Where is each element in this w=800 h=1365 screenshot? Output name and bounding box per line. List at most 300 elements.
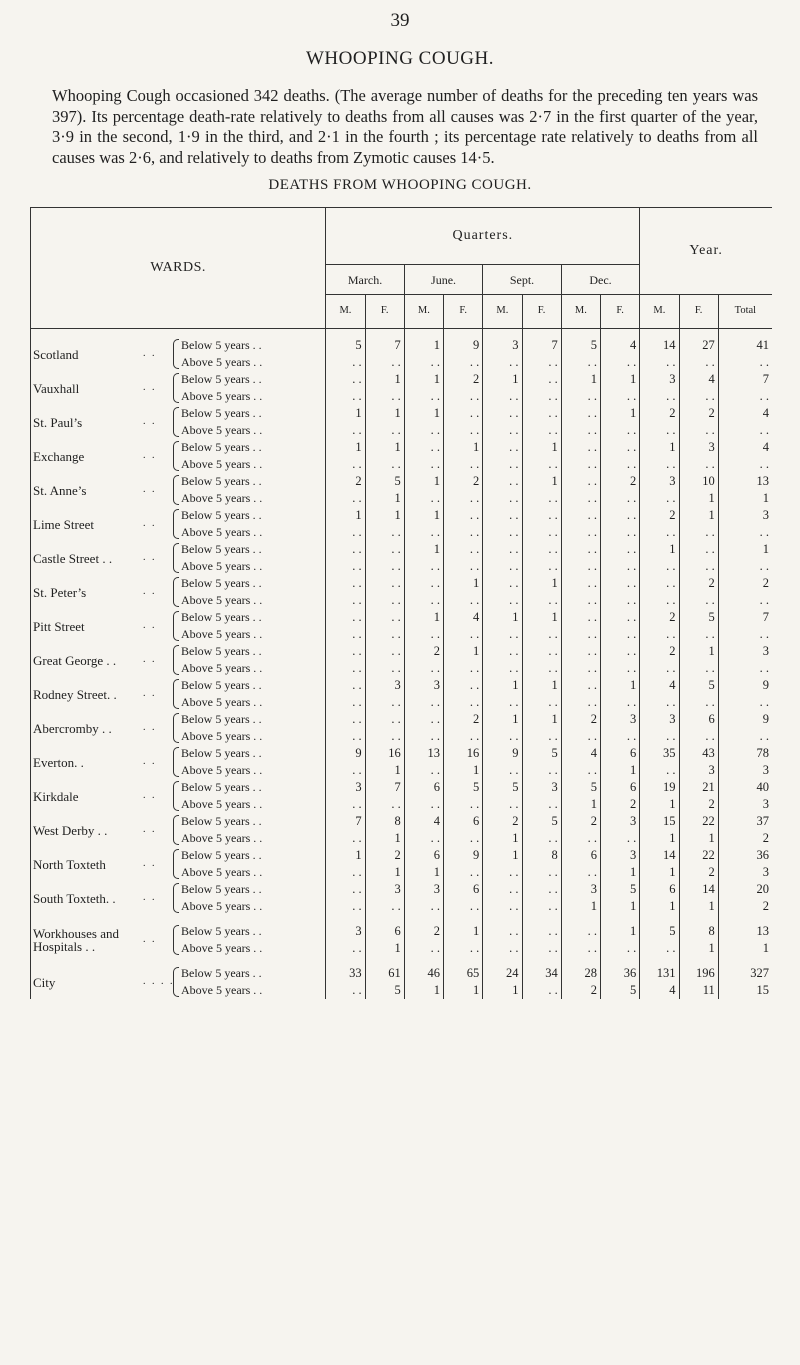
value-cell: . . [365, 609, 404, 626]
leader-dots: . . [143, 722, 157, 733]
value-cell: 327 [750, 966, 769, 981]
value-cell: 1 [600, 762, 639, 779]
value-cell: . . [444, 507, 483, 524]
value-cell: 1 [326, 847, 365, 864]
value-cell: 1 [600, 864, 639, 881]
value-cell: 14 [640, 337, 679, 354]
leader-dots: . . [143, 552, 157, 563]
value-cell: . . [326, 558, 365, 575]
age-label: Below 5 years . . [181, 814, 262, 828]
age-group-brace [171, 439, 262, 473]
value-cell: . . [365, 728, 404, 745]
value-cell: 2 [762, 899, 769, 914]
value-cell: . . [444, 558, 483, 575]
value-cell: . . [365, 354, 404, 371]
value-cell: 1 [404, 337, 443, 354]
value-cell: . . [404, 711, 443, 728]
value-cell: 1 [522, 439, 561, 456]
value-cell: . . [365, 558, 404, 575]
value-cell: . . [522, 694, 561, 711]
value-cell: 6 [365, 923, 404, 940]
ward-name-text: City [33, 974, 56, 990]
value-cell: 6 [640, 881, 679, 898]
value-cell: . . [444, 796, 483, 813]
value-cell: . . [522, 422, 561, 439]
value-cell: 4 [762, 440, 769, 455]
ward-cell [31, 643, 326, 677]
value-cell: . . [326, 354, 365, 371]
age-label: Above 5 years . . [181, 899, 263, 913]
leader-dots: . . [143, 790, 157, 801]
value-cell: 9 [444, 847, 483, 864]
value-cell: 36 [756, 848, 769, 863]
table-row [31, 881, 773, 898]
value-cell: . . [522, 796, 561, 813]
ward-name-text: Castle Street . . [33, 550, 113, 566]
value-cell: 36 [600, 965, 639, 982]
leader-dots: . . [143, 450, 157, 461]
ward-cell [31, 337, 326, 371]
value-cell: . . [679, 728, 718, 745]
value-cell: 3 [600, 813, 639, 830]
value-cell: . . [522, 541, 561, 558]
value-cell: . . [600, 507, 639, 524]
table-row [31, 507, 773, 524]
value-cell: . . [404, 354, 443, 371]
value-cell: . . [759, 729, 769, 744]
ward-name-text: Vauxhall [33, 380, 80, 396]
column-header: M. [483, 295, 522, 329]
value-cell: 6 [600, 745, 639, 762]
age-group-brace [171, 881, 262, 915]
leader-dots: . . [143, 824, 157, 835]
value-cell: . . [404, 762, 443, 779]
value-cell: . . [561, 626, 600, 643]
table-row [31, 439, 773, 456]
age-group-brace [171, 473, 262, 507]
quarter-dec-header: Dec. [561, 265, 640, 295]
value-cell: . . [444, 388, 483, 405]
value-cell: 2 [640, 405, 679, 422]
value-cell: 1 [679, 940, 718, 957]
age-group-brace [171, 923, 262, 957]
value-cell: . . [522, 643, 561, 660]
value-cell: . . [365, 388, 404, 405]
table-row [31, 371, 773, 388]
value-cell: . . [483, 626, 522, 643]
age-label: Above 5 years . . [181, 559, 263, 573]
value-cell: 3 [522, 779, 561, 796]
value-cell: . . [483, 388, 522, 405]
ward-name-text: West Derby . . [33, 822, 108, 838]
value-cell: . . [444, 940, 483, 957]
value-cell: . . [600, 609, 639, 626]
age-group-brace [171, 507, 262, 541]
value-cell: 7 [762, 610, 769, 625]
age-group-brace [171, 745, 262, 779]
value-cell: 41 [756, 338, 769, 353]
value-cell: 65 [444, 965, 483, 982]
value-cell: . . [404, 490, 443, 507]
value-cell: . . [404, 626, 443, 643]
value-cell: 1 [404, 982, 443, 999]
age-label: Below 5 years . . [181, 576, 262, 590]
age-label: Below 5 years . . [181, 848, 262, 862]
value-cell: . . [404, 524, 443, 541]
value-cell: 1 [444, 923, 483, 940]
value-cell: . . [561, 830, 600, 847]
table-row [31, 745, 773, 762]
value-cell: 1 [522, 711, 561, 728]
value-cell: 6 [600, 779, 639, 796]
wards-header: WARDS. [31, 208, 326, 329]
value-cell: . . [561, 422, 600, 439]
table-row [31, 609, 773, 626]
value-cell: 1 [483, 609, 522, 626]
value-cell: 4 [404, 813, 443, 830]
ward-cell [31, 881, 326, 915]
value-cell: . . [561, 677, 600, 694]
ward-cell [31, 439, 326, 473]
column-header: F. [600, 295, 639, 329]
value-cell: . . [522, 456, 561, 473]
value-cell: 2 [640, 507, 679, 524]
value-cell: 1 [404, 507, 443, 524]
value-cell: . . [404, 388, 443, 405]
value-cell: . . [522, 898, 561, 915]
value-cell: . . [444, 524, 483, 541]
value-cell: . . [326, 881, 365, 898]
value-cell: . . [600, 575, 639, 592]
value-cell: 5 [600, 982, 639, 999]
value-cell: . . [326, 490, 365, 507]
value-cell: . . [561, 592, 600, 609]
value-cell: . . [600, 541, 639, 558]
value-cell: 40 [756, 780, 769, 795]
quarters-header: Quarters. [326, 208, 640, 265]
value-cell: . . [561, 575, 600, 592]
age-label: Below 5 years . . [181, 644, 262, 658]
ward-name-text: Great George . . [33, 652, 117, 668]
value-cell: 46 [404, 965, 443, 982]
ward-name-text: Everton. . [33, 754, 84, 770]
quarter-june-header: June. [404, 265, 482, 295]
value-cell: . . [561, 490, 600, 507]
value-cell: 1 [444, 982, 483, 999]
ward-cell [31, 711, 326, 745]
value-cell: 1 [522, 473, 561, 490]
value-cell: . . [444, 354, 483, 371]
value-cell: . . [759, 389, 769, 404]
value-cell: . . [444, 898, 483, 915]
value-cell: . . [444, 405, 483, 422]
value-cell: . . [404, 796, 443, 813]
leader-dots: . . [143, 858, 157, 869]
column-header: Total [718, 295, 772, 329]
value-cell: . . [679, 388, 718, 405]
value-cell: 24 [483, 965, 522, 982]
value-cell: . . [759, 525, 769, 540]
ward-name [33, 484, 143, 497]
value-cell: . . [759, 559, 769, 574]
table-row [31, 711, 773, 728]
value-cell: . . [483, 405, 522, 422]
value-cell: 5 [561, 779, 600, 796]
year-header: Year. [640, 208, 772, 295]
leader-dots: . . [143, 586, 157, 597]
table-row [31, 923, 773, 940]
value-cell: . . [444, 422, 483, 439]
value-cell: . . [600, 660, 639, 677]
value-cell: . . [600, 439, 639, 456]
value-cell: . . [600, 490, 639, 507]
ward-cell [31, 541, 326, 575]
value-cell: 8 [365, 813, 404, 830]
ward-name-text: Exchange [33, 448, 85, 464]
value-cell: . . [759, 627, 769, 642]
value-cell: . . [483, 473, 522, 490]
value-cell: . . [679, 456, 718, 473]
value-cell: . . [640, 660, 679, 677]
value-cell: . . [640, 728, 679, 745]
value-cell: . . [679, 524, 718, 541]
value-cell: 7 [365, 779, 404, 796]
leader-dots: . . [143, 348, 157, 359]
value-cell: 3 [365, 881, 404, 898]
value-cell: . . [522, 626, 561, 643]
value-cell: . . [640, 422, 679, 439]
value-cell: 11 [679, 982, 718, 999]
value-cell: . . [404, 940, 443, 957]
value-cell: . . [679, 422, 718, 439]
value-cell: . . [444, 830, 483, 847]
age-label: Below 5 years . . [181, 746, 262, 760]
value-cell: . . [365, 694, 404, 711]
value-cell: . . [759, 661, 769, 676]
value-cell: . . [404, 575, 443, 592]
age-label: Above 5 years . . [181, 525, 263, 539]
value-cell: 1 [640, 796, 679, 813]
table-row [31, 813, 773, 830]
value-cell: . . [600, 456, 639, 473]
value-cell: . . [483, 439, 522, 456]
age-label: Above 5 years . . [181, 389, 263, 403]
value-cell: 2 [679, 405, 718, 422]
value-cell: . . [561, 940, 600, 957]
value-cell: 14 [640, 847, 679, 864]
value-cell: . . [483, 541, 522, 558]
ward-name [33, 756, 143, 769]
value-cell: . . [522, 864, 561, 881]
value-cell: . . [640, 940, 679, 957]
value-cell: 20 [756, 882, 769, 897]
value-cell: 1 [522, 609, 561, 626]
value-cell: 5 [640, 923, 679, 940]
value-cell: . . [326, 643, 365, 660]
ward-name-text: South Toxteth. . [33, 890, 116, 906]
value-cell: 2 [640, 609, 679, 626]
value-cell: . . [522, 881, 561, 898]
column-header: M. [561, 295, 600, 329]
leader-dots: . . [143, 892, 157, 903]
value-cell: . . [522, 371, 561, 388]
age-label: Above 5 years . . [181, 831, 263, 845]
value-cell: 22 [679, 847, 718, 864]
ward-cell [31, 813, 326, 847]
table-row [31, 575, 773, 592]
value-cell: 5 [600, 881, 639, 898]
value-cell: 1 [404, 405, 443, 422]
value-cell: . . [483, 898, 522, 915]
age-group-brace [171, 541, 262, 575]
value-cell: 1 [326, 439, 365, 456]
value-cell: 1 [365, 830, 404, 847]
value-cell: . . [326, 711, 365, 728]
value-cell: . . [522, 762, 561, 779]
value-cell: . . [365, 575, 404, 592]
column-header: M. [326, 295, 365, 329]
value-cell: 2 [404, 643, 443, 660]
value-cell: . . [326, 524, 365, 541]
value-cell: . . [326, 609, 365, 626]
value-cell: . . [444, 660, 483, 677]
value-cell: 1 [762, 941, 769, 956]
value-cell: 2 [561, 813, 600, 830]
age-group-brace [171, 337, 262, 371]
value-cell: . . [561, 728, 600, 745]
value-cell: 5 [326, 337, 365, 354]
value-cell: 16 [365, 745, 404, 762]
value-cell: 131 [640, 965, 679, 982]
value-cell: 9 [762, 712, 769, 727]
value-cell: . . [561, 558, 600, 575]
value-cell: 1 [561, 898, 600, 915]
table-title: DEATHS FROM WHOOPING COUGH. [268, 177, 532, 193]
value-cell: 1 [522, 677, 561, 694]
value-cell: 16 [444, 745, 483, 762]
value-cell: 43 [679, 745, 718, 762]
value-cell: 1 [444, 439, 483, 456]
ward-cell [31, 609, 326, 643]
value-cell: . . [483, 694, 522, 711]
value-cell: 2 [561, 711, 600, 728]
value-cell: 2 [404, 923, 443, 940]
value-cell: 1 [444, 643, 483, 660]
value-cell: . . [600, 558, 639, 575]
value-cell: 2 [762, 576, 769, 591]
value-cell: 3 [404, 881, 443, 898]
value-cell: 1 [365, 439, 404, 456]
value-cell: . . [365, 711, 404, 728]
age-group-brace [171, 677, 262, 711]
age-label: Above 5 years . . [181, 491, 263, 505]
value-cell: 4 [444, 609, 483, 626]
value-cell: . . [483, 923, 522, 940]
value-cell: 9 [483, 745, 522, 762]
value-cell: . . [483, 762, 522, 779]
value-cell: . . [600, 388, 639, 405]
value-cell: . . [483, 456, 522, 473]
page-number: 39 [390, 10, 410, 31]
ward-name-text: Kirkdale [33, 788, 79, 804]
ward-cell [31, 779, 326, 813]
value-cell: 1 [640, 541, 679, 558]
value-cell: 3 [679, 762, 718, 779]
age-label: Below 5 years . . [181, 440, 262, 454]
value-cell: 1 [600, 371, 639, 388]
value-cell: 5 [561, 337, 600, 354]
value-cell: . . [522, 507, 561, 524]
value-cell: 33 [326, 965, 365, 982]
ward-name [33, 722, 143, 735]
value-cell: . . [522, 558, 561, 575]
value-cell: 5 [679, 677, 718, 694]
age-label: Above 5 years . . [181, 593, 263, 607]
value-cell: . . [561, 456, 600, 473]
value-cell: 1 [483, 371, 522, 388]
value-cell: 2 [444, 371, 483, 388]
value-cell: 4 [762, 406, 769, 421]
value-cell: 1 [679, 490, 718, 507]
value-cell: 1 [326, 405, 365, 422]
value-cell: 1 [483, 847, 522, 864]
leader-dots: . . . . [143, 976, 175, 987]
value-cell: . . [522, 490, 561, 507]
ward-name [33, 790, 143, 803]
age-label: Above 5 years . . [181, 457, 263, 471]
value-cell: 2 [679, 796, 718, 813]
value-cell: 9 [762, 678, 769, 693]
value-cell: 3 [561, 881, 600, 898]
value-cell: 1 [483, 982, 522, 999]
value-cell: . . [679, 592, 718, 609]
age-label: Below 5 years . . [181, 924, 262, 938]
table-row [31, 473, 773, 490]
age-label: Below 5 years . . [181, 712, 262, 726]
value-cell: 7 [326, 813, 365, 830]
value-cell: 1 [444, 762, 483, 779]
value-cell: . . [483, 643, 522, 660]
leader-dots: . . [143, 654, 157, 665]
age-label: Above 5 years . . [181, 661, 263, 675]
value-cell: . . [326, 456, 365, 473]
value-cell: . . [404, 456, 443, 473]
value-cell: . . [326, 694, 365, 711]
value-cell: . . [444, 456, 483, 473]
value-cell: 2 [600, 796, 639, 813]
leader-dots: . . [143, 518, 157, 529]
ward-name [33, 858, 143, 871]
value-cell: 5 [444, 779, 483, 796]
value-cell: 9 [444, 337, 483, 354]
quarter-march-header: March. [326, 265, 404, 295]
value-cell: . . [600, 830, 639, 847]
value-cell: 2 [762, 831, 769, 846]
value-cell: 15 [756, 983, 769, 998]
value-cell: 27 [679, 337, 718, 354]
value-cell: . . [522, 982, 561, 999]
ward-name [33, 688, 143, 701]
value-cell: 3 [483, 337, 522, 354]
value-cell: . . [365, 524, 404, 541]
value-cell: 2 [640, 643, 679, 660]
ward-name-text: North Toxteth [33, 856, 106, 872]
value-cell: . . [522, 354, 561, 371]
value-cell: . . [483, 558, 522, 575]
age-group-brace [171, 371, 262, 405]
ward-name [33, 586, 143, 599]
value-cell: 3 [640, 371, 679, 388]
